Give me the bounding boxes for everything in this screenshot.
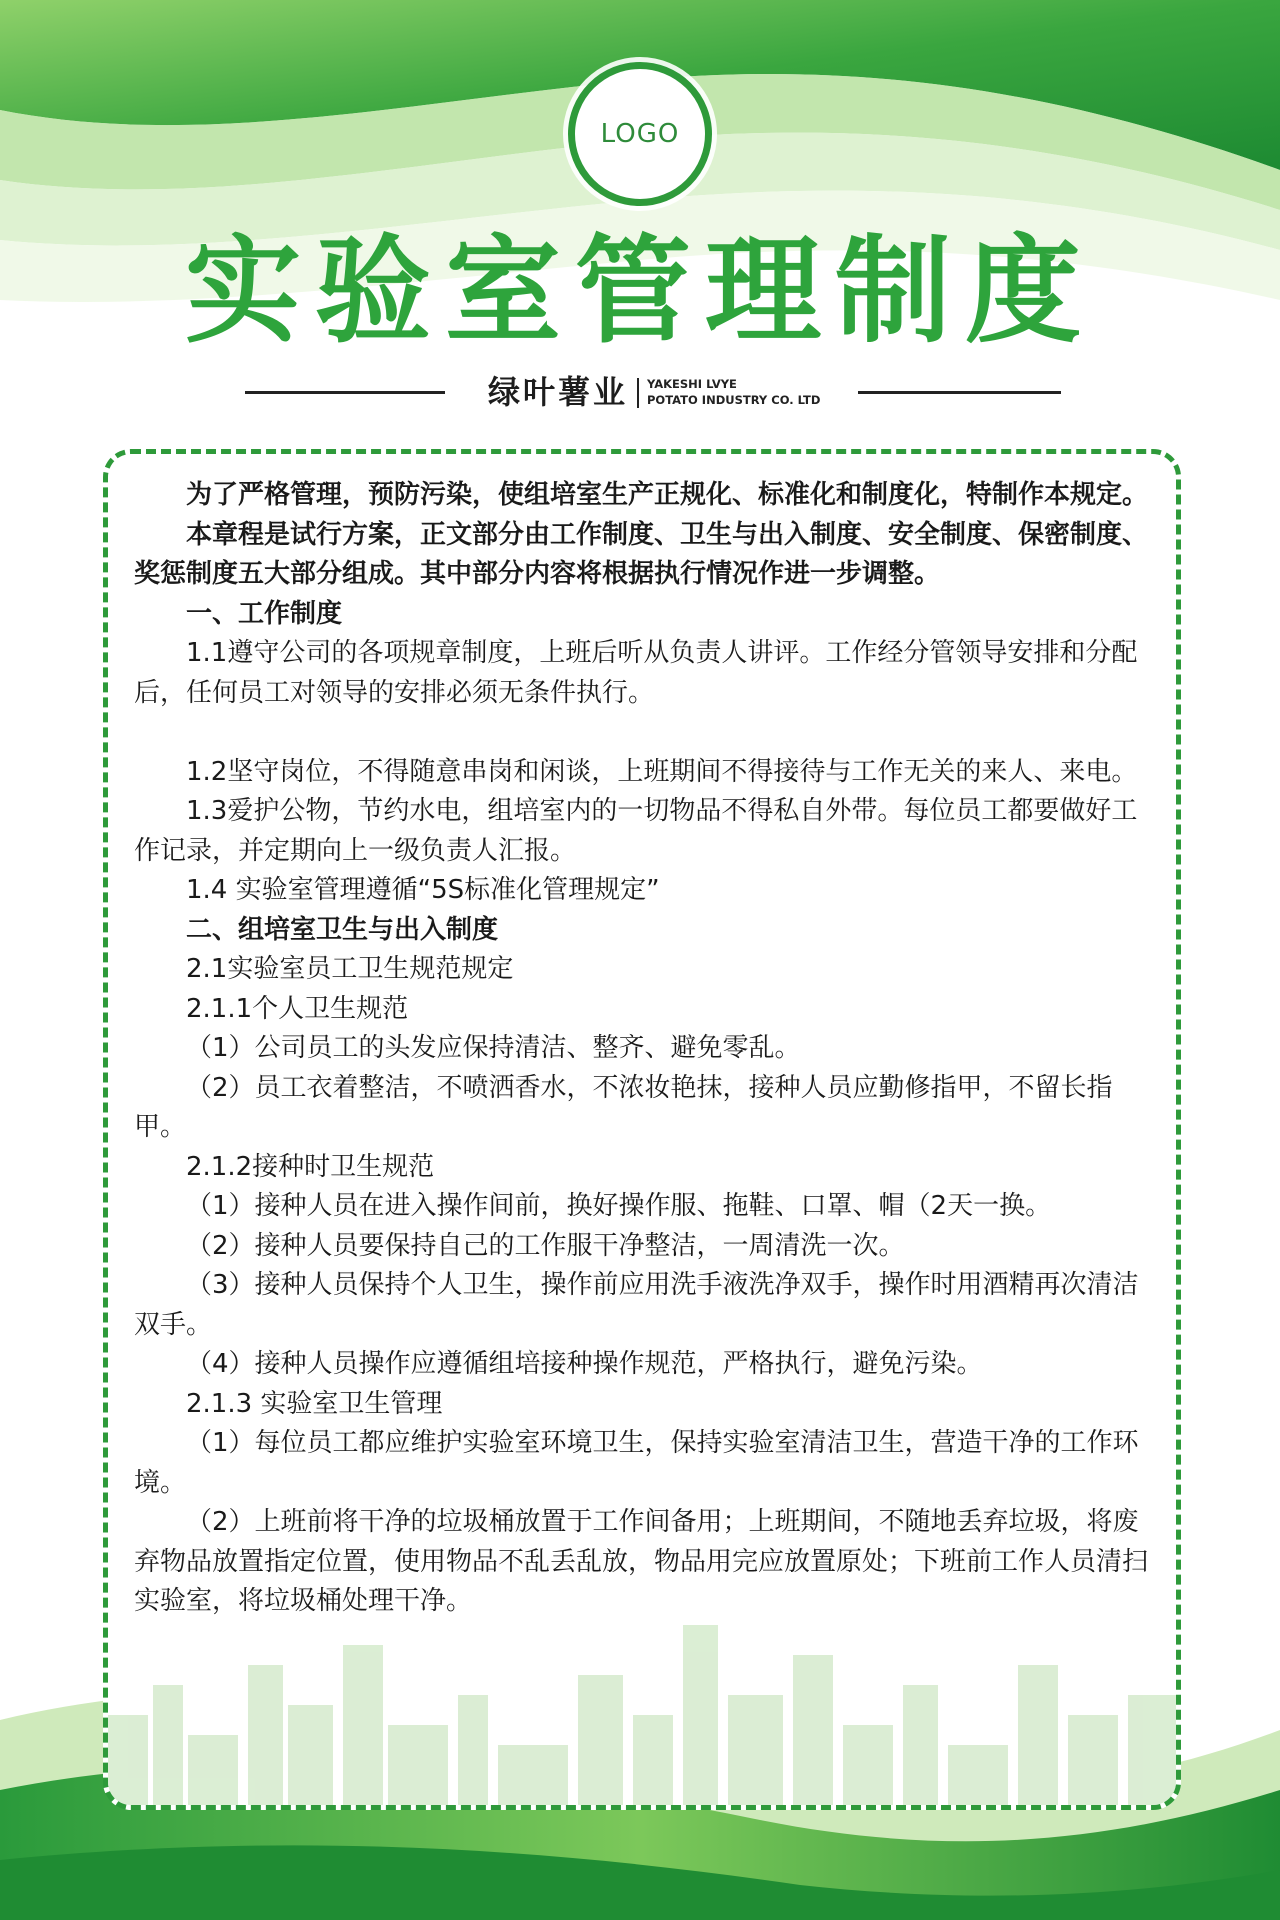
- rule-2-1-2-a: （1）接种人员在进入操作间前，换好操作服、拖鞋、口罩、帽（2天一换。: [186, 1191, 1052, 1221]
- rule-2-1-2-c: （3）接种人员保持个人卫生，操作前应用洗手液洗净双手，操作时用酒精再次清洁双手。: [134, 1270, 1139, 1340]
- intro-paragraph-2: 本章程是试行方案，正文部分由工作制度、卫生与出入制度、安全制度、保密制度、奖惩制度五大部分组成。其中部分内容将根据执行情况作进一步调整。: [134, 519, 1149, 589]
- rule-2-1-2-d: （4）接种人员操作应遵循组培接种操作规范，严格执行，避免污染。: [186, 1349, 983, 1379]
- rule-2-1-3-a: （1）每位员工都应维护实验室环境卫生，保持实验室清洁卫生，营造干净的工作环境。: [134, 1428, 1139, 1498]
- rule-1-2: 1.2坚守岗位，不得随意串岗和闲谈，上班期间不得接待与工作无关的来人、来电。: [186, 756, 1138, 787]
- company-header: [0, 372, 1280, 412]
- company-name-separator: [637, 378, 639, 408]
- rules-content-card: [103, 449, 1181, 1810]
- company-name-en-line1: YAKESHI LVYE: [647, 377, 737, 391]
- rule-2-1-2-b: （2）接种人员要保持自己的工作服干净整洁，一周清洗一次。: [186, 1230, 905, 1261]
- rule-2-1-1-b: （2）员工衣着整洁，不喷洒香水，不浓妆艳抹，接种人员应勤修指甲，不留长指甲。: [134, 1072, 1113, 1142]
- company-name-en: [647, 376, 820, 408]
- rule-1-4: 1.4 实验室管理遵循“5S标准化管理规定”: [186, 875, 660, 905]
- rule-2-1-1-a: （1）公司员工的头发应保持清洁、整齐、避免零乱。: [186, 1033, 801, 1063]
- logo-text: LOGO: [600, 119, 680, 149]
- rule-2-1-1: 2.1.1个人卫生规范: [186, 993, 409, 1024]
- rule-1-3: 1.3爱护公物，节约水电，组培室内的一切物品不得私自外带。每位员工都要做好工作记录，并定期向上一级负责人汇报。: [134, 796, 1138, 866]
- rule-2-1: 2.1实验室员工卫生规范规定: [186, 954, 514, 984]
- city-skyline-decoration: [108, 1605, 1176, 1805]
- left-divider-line: [245, 391, 445, 394]
- rule-2-1-2: 2.1.2接种时卫生规范: [186, 1151, 435, 1182]
- rule-2-1-3-b: （2）上班前将干净的垃圾桶放置于工作间备用；上班期间，不随地丢弃垃圾，将废弃物品放置指定位置，使用物品不乱丢乱放，物品用完应放置原处；下班前工作人员清扫实验室，将垃圾桶处理干净。: [134, 1507, 1149, 1616]
- company-name-en-line2: POTATO INDUSTRY CO. LTD: [647, 393, 821, 407]
- rule-1-1: 1.1遵守公司的各项规章制度，上班后听从负责人讲评。工作经分管领导安排和分配后，任何员工对领导的安排必须无条件执行。: [134, 638, 1138, 708]
- rule-2-1-3: 2.1.3 实验室卫生管理: [186, 1388, 443, 1419]
- right-divider-line: [858, 391, 1061, 394]
- page-title: 实验室管理制度: [185, 224, 1095, 359]
- intro-paragraph-1: 为了严格管理，预防污染，使组培室生产正规化、标准化和制度化，特制作本规定。: [186, 480, 1149, 510]
- rules-text: [134, 476, 1154, 1622]
- logo-circle: [568, 62, 712, 206]
- company-name-cn: 绿叶薯业: [488, 373, 629, 411]
- blank-line: [134, 713, 1154, 753]
- section-heading-2: 二、组培室卫生与出入制度: [186, 914, 499, 945]
- section-heading-1: 一、工作制度: [186, 598, 343, 629]
